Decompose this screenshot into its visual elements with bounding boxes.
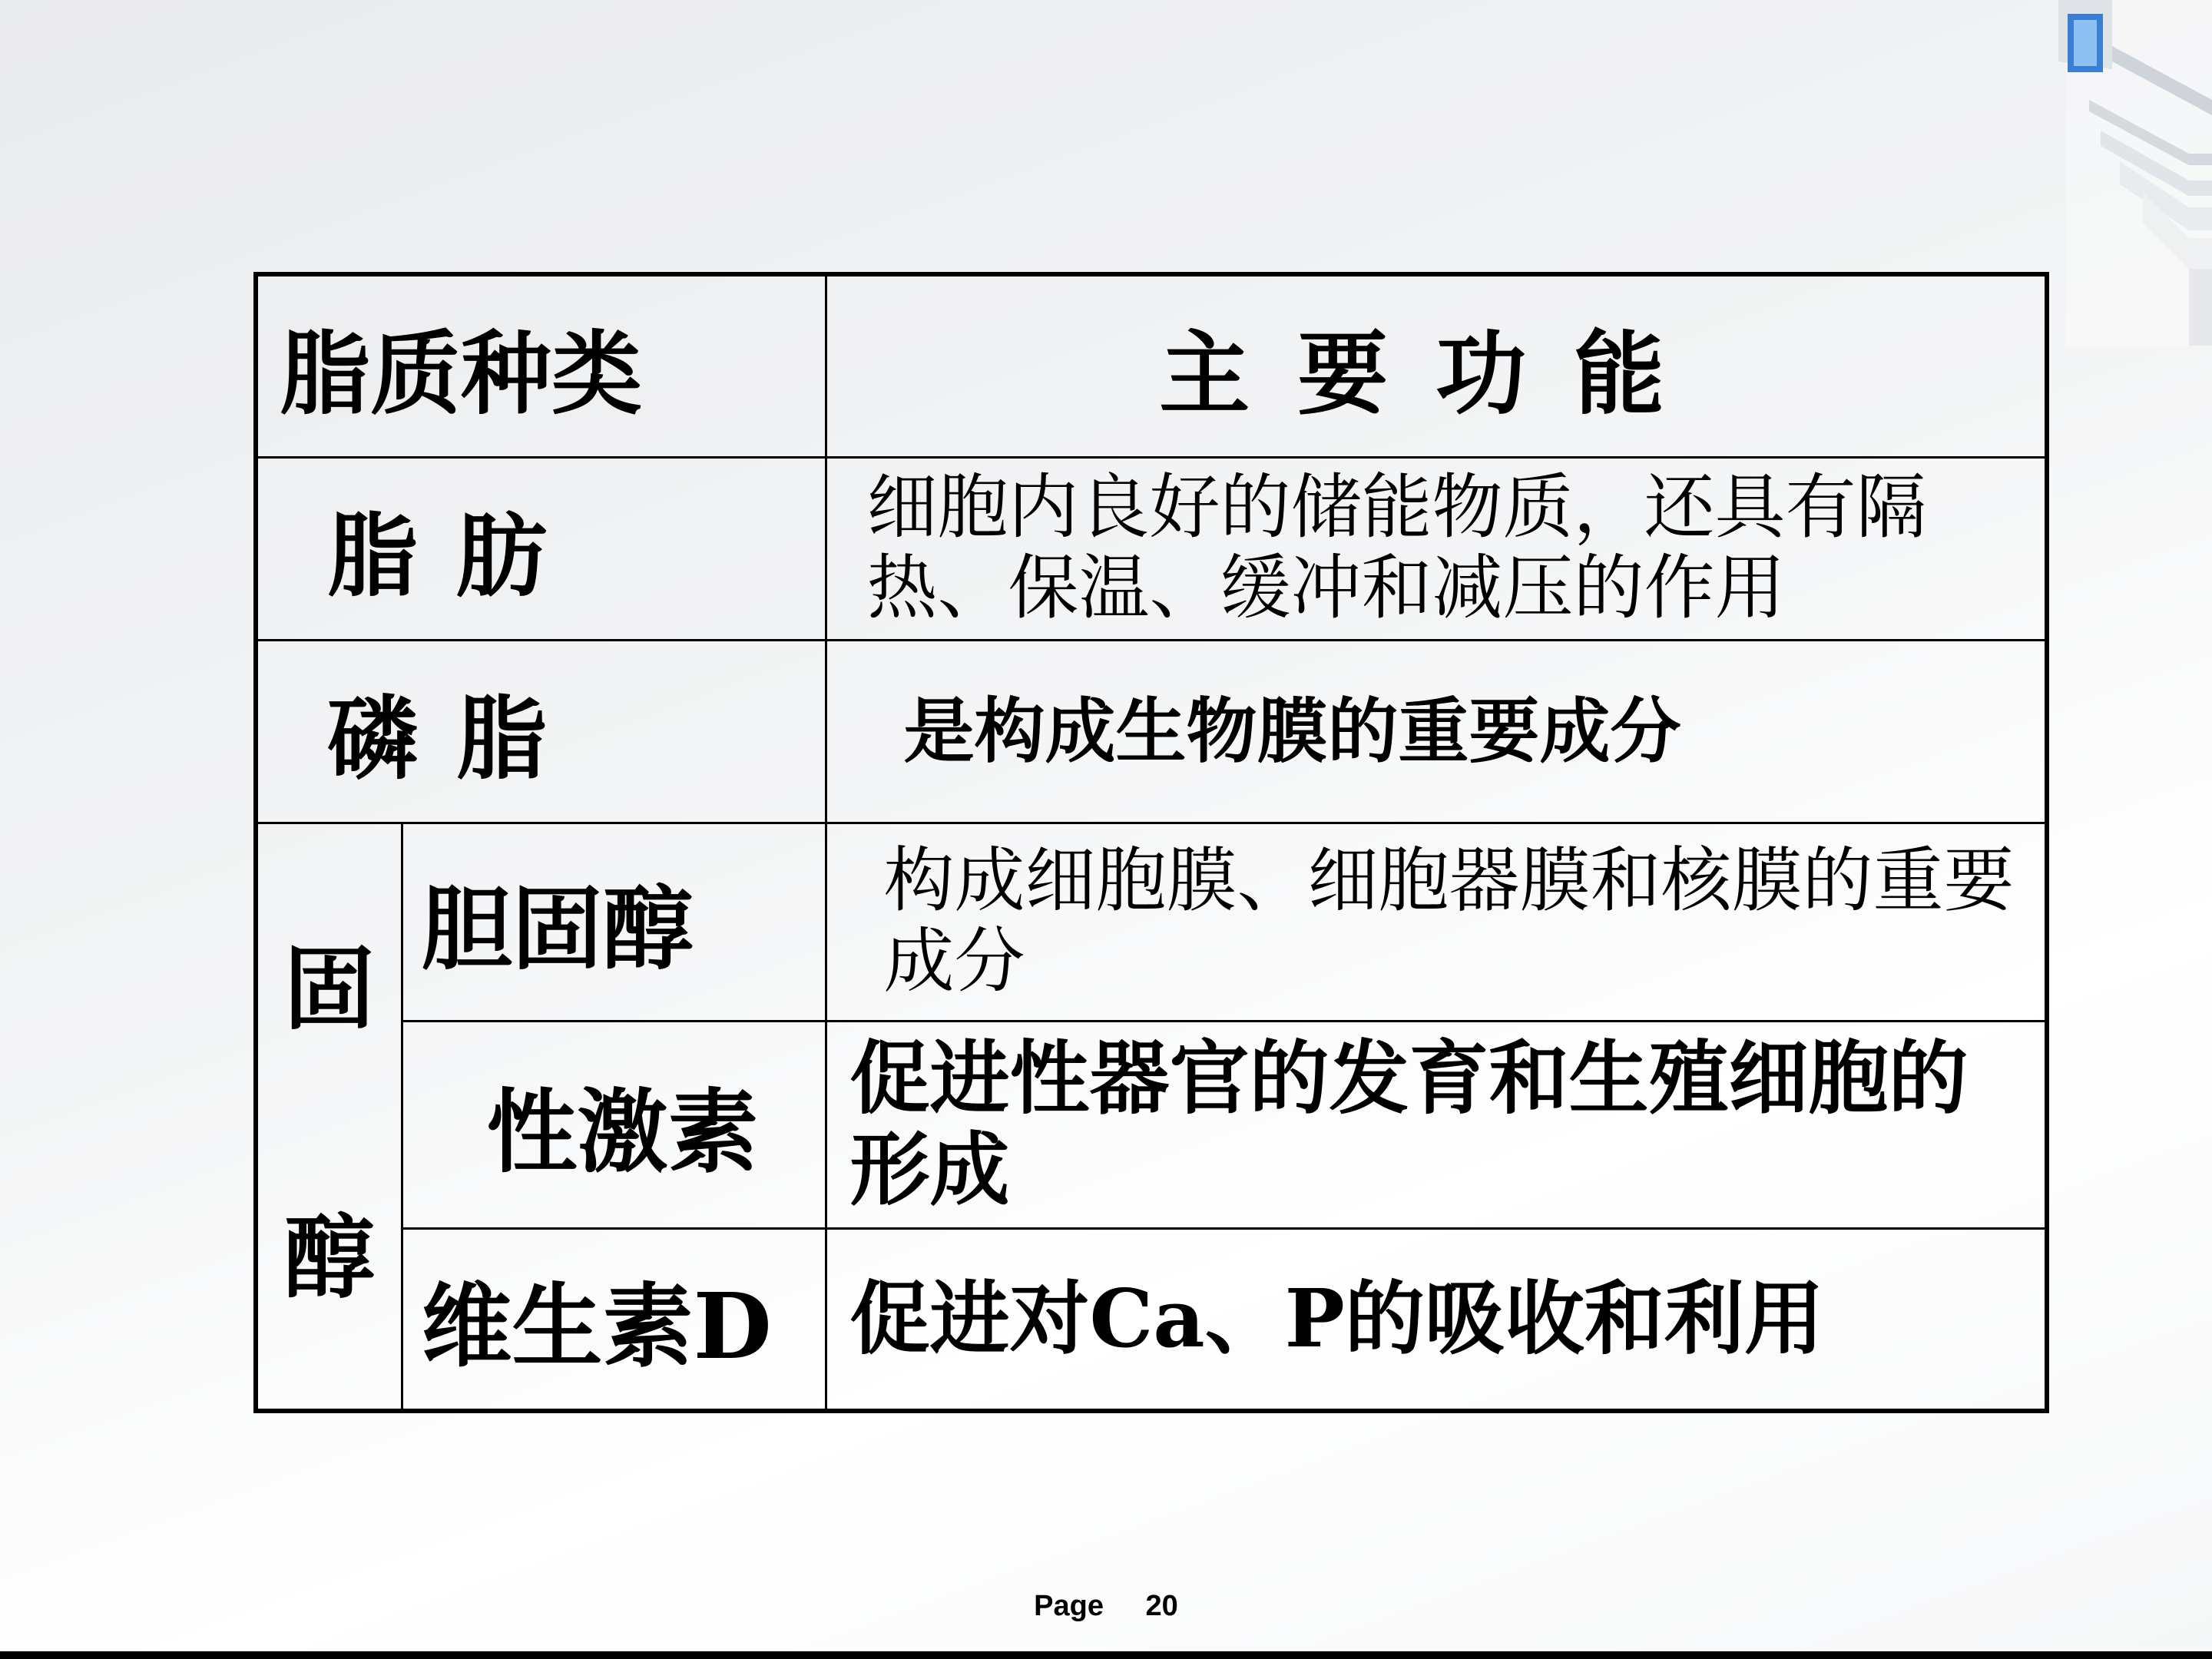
function-vitamin-d: 促进对Ca、P的吸收和利用 (826, 1228, 2047, 1411)
page-footer (0, 1590, 2212, 1623)
function-cholesterol: 构成细胞膜、细胞器膜和核膜的重要成分 (826, 823, 2047, 1021)
lipid-name-sex-hormone: 性激素 (402, 1021, 826, 1228)
table-row-fat (256, 457, 2047, 640)
lipid-name-fat: 脂肪 (256, 457, 826, 640)
bottom-divider (0, 1651, 2212, 1659)
lipid-name-cholesterol: 胆固醇 (402, 823, 826, 1021)
header-main-function: 主要功能 (826, 274, 2047, 457)
steroid-label-bottom: 醇 (283, 1204, 375, 1312)
lipid-function-table (253, 272, 2049, 1413)
table-row-sex-hormone (256, 1021, 2047, 1228)
function-fat: 细胞内良好的储能物质，还具有隔热、保温、缓冲和减压的作用 (826, 457, 2047, 640)
page-number: 20 (1145, 1590, 1178, 1622)
table-row-vitamin-d (256, 1228, 2047, 1411)
function-phospholipid: 是构成生物膜的重要成分 (826, 640, 2047, 823)
lipid-name-phospholipid: 磷脂 (256, 640, 826, 823)
table-row-phospholipid (256, 640, 2047, 823)
table-header-row (256, 274, 2047, 457)
header-lipid-type: 脂质种类 (256, 274, 826, 457)
table-row-cholesterol (256, 823, 2047, 1021)
steroid-label-top: 固 (283, 935, 375, 1043)
steroid-group-label (256, 823, 402, 1411)
function-sex-hormone: 促进性器官的发育和生殖细胞的形成 (826, 1021, 2047, 1228)
page-label: Page (1034, 1590, 1104, 1622)
lipid-name-vitamin-d: 维生素D (402, 1228, 826, 1411)
